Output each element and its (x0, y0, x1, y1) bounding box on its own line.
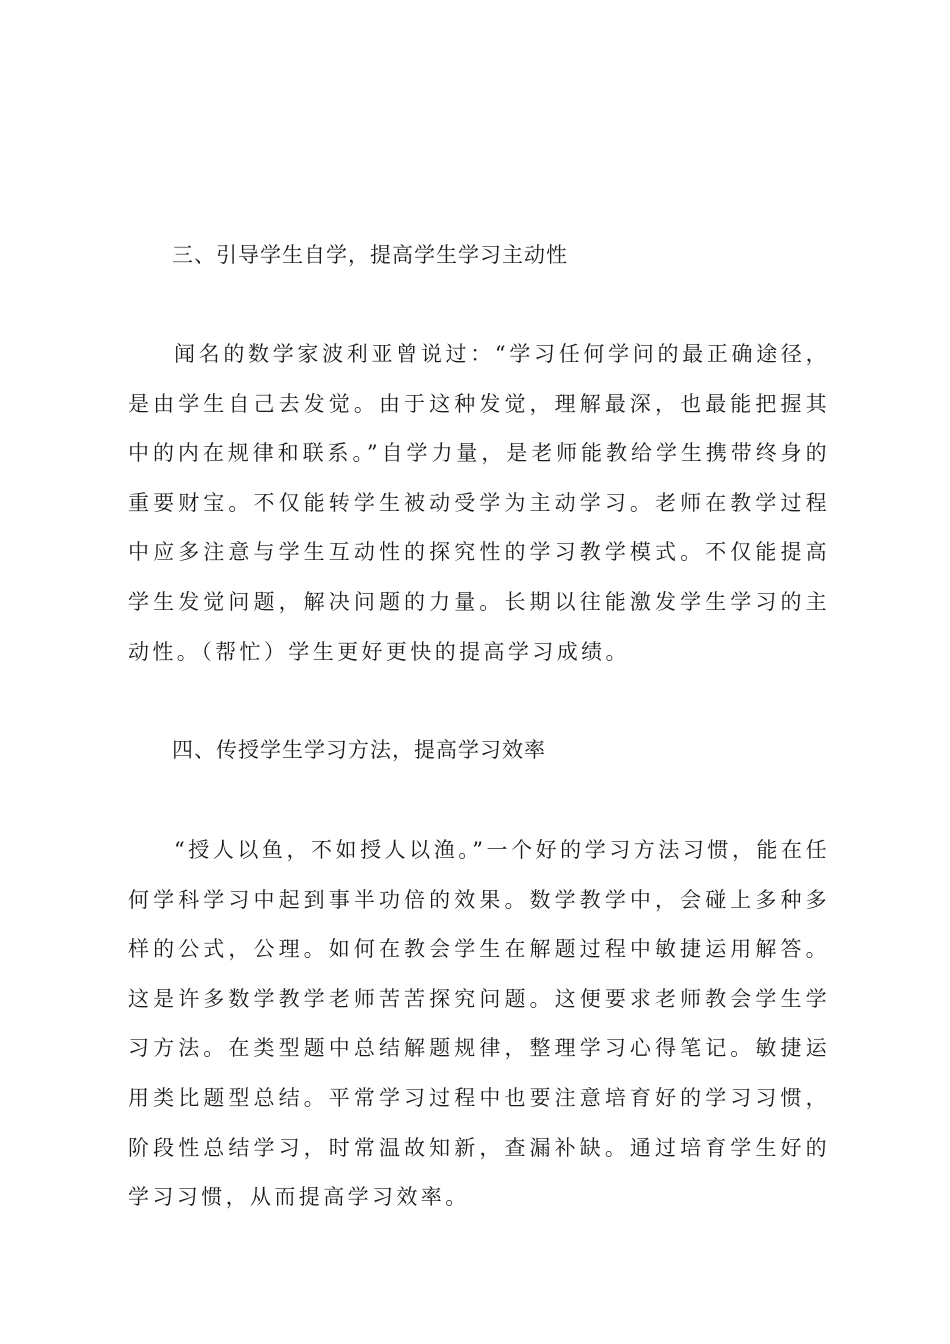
section-heading-4: 四、传授学生学习方法，提高学习效率 (172, 738, 546, 762)
section-paragraph-4: “授人以鱼，不如授人以渔。”一个好的学习方法习惯，能在任何学科学习中起到事半功倍的效果。数学教学中，会碰上多种多样的公式，公理。如何在教会学生在解题过程中敏捷运用解答。这是许多数学教学老师苦苦探究问题。这便要求老师教会学生学习方法。在类型题中总结解题规律，整理学习心得笔记。敏捷运用类比题型总结。平常学习过程中也要注意培育好的学习习惯，阶段性总结学习，时常温故知新，查漏补缺。通过培育学生好的学习习惯，从而提高学习效率。 (128, 838, 830, 1210)
section-paragraph-3: 闻名的数学家波利亚曾说过：“学习任何学问的最正确途径，是由学生自己去发觉。由于这种发觉，理解最深，也最能把握其中的内在规律和联系。”自学力量，是老师能教给学生携带终身的重要财宝。不仅能转学生被动受学为主动学习。老师在教学过程中应多注意与学生互动性的探究性的学习教学模式。不仅能提高学生发觉问题，解决问题的力量。长期以往能激发学生学习的主动性。（帮忙）学生更好更快的提高学习成绩。 (128, 342, 830, 664)
section-heading-3: 三、引导学生自学，提高学生学习主动性 (172, 243, 568, 267)
